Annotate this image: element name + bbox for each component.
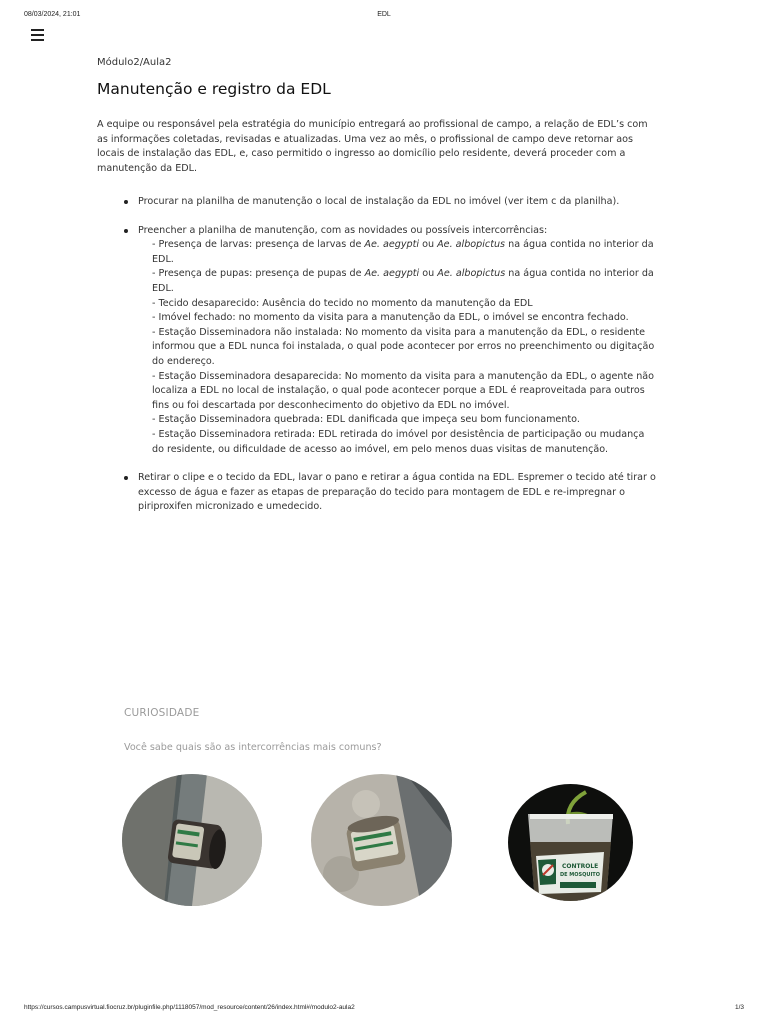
breadcrumb: Módulo2/Aula2 [97,57,172,68]
species-name: Ae. aegypti [364,268,420,280]
list-item [97,195,659,210]
intro-paragraph: A equipe ou responsável pela estratégia do município entregará ao profissional de campo, a relação de EDL’s com as informações coletadas, revisadas e atualizadas. Uma vez ao mês, o profissional de campo deve retornar aos locais de instalação das EDL, e, caso permitido o ingresso ao domicílio pelo residente, deverá proceder com a manutenção da EDL. [97,119,648,174]
curiosity-question: Você sabe quais são as intercorrências mais comuns? [124,742,382,753]
species-name: Ae. aegypti [364,239,420,251]
occurrence-desaparecida: - Estação Disseminadora desaparecida: No momento da visita para a manutenção da EDL, o agente não localiza a EDL no local de instalação, o qual pode acontecer porque a EDL é reaproveitada para outros fins ou foi descartada por desconhecimento do objetivo da EDL no imóvel. [152,370,655,411]
photo-fallen-edl [122,774,262,906]
species-name: Ae. albopictus [437,268,506,280]
footer-page-number: 1/3 [734,1004,744,1011]
cup-label-text: CONTROLE [562,863,599,870]
occurrence-nao-instalada: - Estação Disseminadora não instalada: No momento da visita para a manutenção da EDL, o residente informou que a EDL nunca foi instalada, o qual pode acontecer por erros no preenchimento ou digitação do endereço. [152,326,655,367]
instruction-list [97,195,659,515]
list-item-text: Preencher a planilha de manutenção, com as novidades ou possíveis intercorrências: [138,224,548,236]
print-title: EDL [377,11,391,18]
photo-edl-on-floor [311,774,452,906]
print-footer [0,1004,768,1016]
occurrence-list [138,238,659,457]
photo-edl-cup-with-plant [508,784,633,901]
occurrence-fechado: - Imóvel fechado: no momento da visita para a manutenção da EDL, o imóvel se encontra fechado. [152,312,629,324]
occurrence-larvas: - Presença de larvas: presença de larvas de Ae. aegypti ou Ae. albopictus na água contida no interior da EDL. [152,239,654,265]
occurrence-retirada: - Estação Disseminadora retirada: EDL retirada do imóvel por desistência de participação ou mudança do residente, ou dificuldade de acesso ao imóvel, em pelo menos duas visitas de manutenção. [152,428,645,455]
list-item [97,471,659,515]
curiosity-label: CURIOSIDADE [124,707,200,719]
cup-label-text: DE MOSQUITO [560,872,600,878]
species-name: Ae. albopictus [437,239,506,251]
occurrence-quebrada: - Estação Disseminadora quebrada: EDL danificada que impeça seu bom funcionamento. [152,414,580,426]
print-date: 08/03/2024, 21:01 [24,11,81,18]
list-item [97,224,659,458]
list-item-text: Procurar na planilha de manutenção o local de instalação da EDL no imóvel (ver item c da planilha). [138,196,620,207]
occurrence-tecido: - Tecido desaparecido: Ausência do tecido no momento da manutenção da EDL [152,297,533,309]
footer-url: https://cursos.campusvirtual.fiocruz.br/pluginfile.php/1118057/mod_resource/content/26/index.html#/modulo2-aula2 [24,1004,355,1011]
list-item-text: Retirar o clipe e o tecido da EDL, lavar o pano e retirar a água contida na EDL. Espremer o tecido até tirar o excesso de água e fazer as etapas de preparação do tecido para montagem de EDL e re-impregnar o piriproxifen micronizado e umedecido. [138,472,656,513]
page-title: Manutenção e registro da EDL [97,80,331,98]
occurrence-pupas: - Presença de pupas: presença de pupas de Ae. aegypti ou Ae. albopictus na água contida no interior da EDL. [152,268,654,294]
hamburger-menu-icon[interactable] [31,29,44,41]
print-header [0,11,768,23]
